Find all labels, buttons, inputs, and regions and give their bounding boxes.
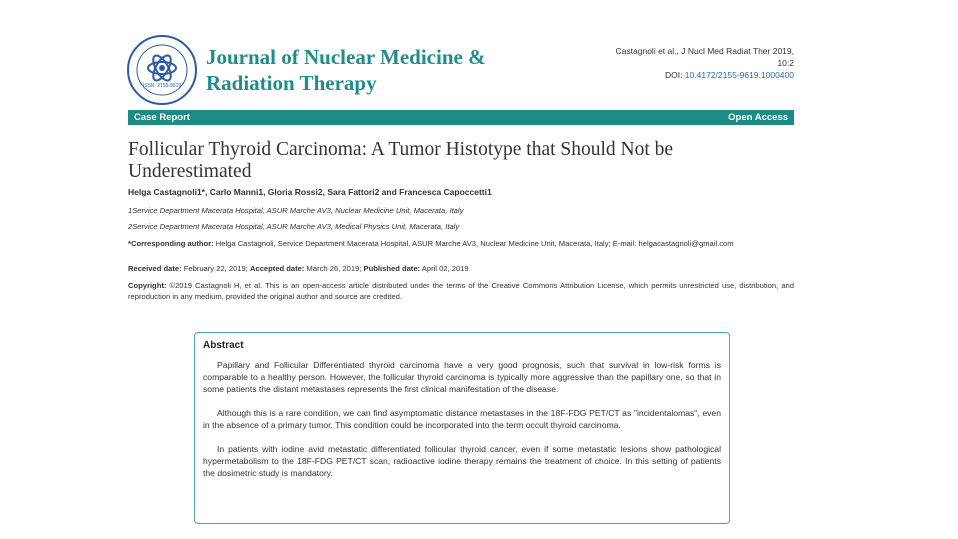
abstract-heading: Abstract [203, 340, 244, 351]
doi-link[interactable]: 10.4172/2155-9619.1000400 [684, 70, 794, 80]
copyright-label: Copyright: [128, 281, 167, 290]
accepted-label: Accepted date: [250, 264, 305, 273]
journal-title-line2: Radiation Therapy [206, 71, 377, 95]
abstract-paragraph-3: In patients with iodine avid metastatic differentiated follicular thyroid cancer, even if some metastatic lesions show pathological hypermetabolism to the 18F-FDG PET/CT scan, radioactive iodine therapy remains the treatment of choice. In this setting of patients the dosimetric study is mandatory. [203, 444, 721, 478]
corresponding-text: Helga Castagnoli, Service Department Macerata Hospital, ASUR Marche AV3, Nuclear Medicine Unit, Macerata, Italy; E-mail: helgacastagnoli@gmail.com [213, 239, 734, 248]
logo-issn-text: ISSN: 2155-9619 [142, 83, 182, 89]
open-access-label: Open Access [728, 112, 788, 123]
abstract-paragraph-2: Although this is a rare condition, we can find asymptomatic distance metastases in the 18F-FDG PET/CT as "incidentalomas", even in the absence of a primary tumor. This condition could be incorporated into the term occult thyroid carcinoma. [203, 408, 721, 430]
received-label: Received date: [128, 264, 182, 273]
accepted-date: March 26, 2019; [304, 264, 364, 273]
affiliation-2: 2Service Department Macerata Hospital, ASUR Marche AV3, Medical Physics Unit, Macerata, Italy [128, 222, 460, 231]
citation-block [534, 45, 794, 81]
corresponding-author [128, 238, 794, 249]
doi-label: DOI: [664, 70, 685, 80]
published-label: Published date: [363, 264, 421, 273]
citation-line2: 10:2 [777, 58, 794, 68]
abstract-paragraph-1: Papillary and Follicular Differentiated thyroid carcinoma have a very good prognosis, such that survival in low-risk forms is comparable to a healthy person. However, the follicular thyroid carcinoma is typically more aggressive than the papillary one, so that in some patients the distant metastases represents the first clinical manifestation of the disease. [203, 360, 721, 394]
author-list: Helga Castagnoli1*, Carlo Manni1, Gloria Rossi2, Sara Fattori2 and Francesca Capoccetti1 [128, 187, 492, 197]
journal-logo-icon [126, 34, 198, 106]
published-date: April 02, 2019 [420, 264, 469, 273]
citation-line1: Castagnoli et al., J Nucl Med Radiat Ther 2019, [615, 46, 794, 56]
article-title: Follicular Thyroid Carcinoma: A Tumor Histotype that Should Not be Underestimated [128, 139, 674, 182]
dates-line [128, 264, 469, 273]
corresponding-label: *Corresponding author: [128, 239, 214, 248]
journal-title [206, 44, 566, 96]
article-type-banner [128, 110, 794, 125]
journal-title-line1: Journal of Nuclear Medicine & [206, 45, 486, 69]
affiliation-1: 1Service Department Macerata Hospital, ASUR Marche AV3, Nuclear Medicine Unit, Macerata, Italy [128, 206, 464, 215]
received-date: February 22, 2019; [181, 264, 250, 273]
article-type-label: Case Report [134, 112, 190, 123]
doi-line [534, 69, 794, 81]
copyright-notice [128, 280, 794, 302]
abstract-box [194, 332, 730, 524]
copyright-text: ©2019 Castagnoli H, et al. This is an open-access article distributed under the terms of the Creative Commons Attribution License, which permits unrestricted use, distribution, and reproduction in any medium, provided the original author and source are credited. [128, 281, 794, 301]
